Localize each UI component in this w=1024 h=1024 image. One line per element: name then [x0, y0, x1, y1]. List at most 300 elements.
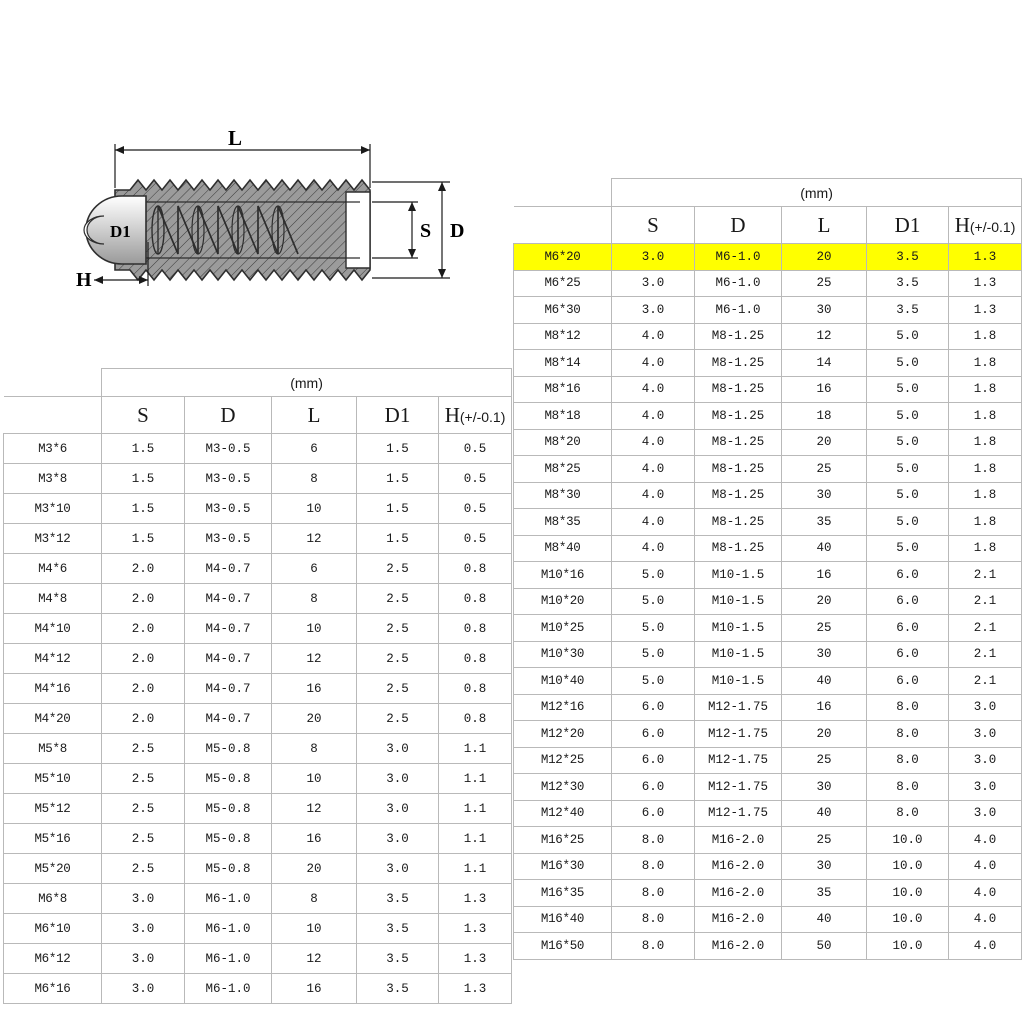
- table-row[interactable]: [514, 482, 1022, 509]
- cell-l: 10: [272, 494, 357, 524]
- cell-l: 20: [272, 854, 357, 884]
- cell-d1: 5.0: [867, 429, 949, 456]
- cell-d1: 6.0: [867, 615, 949, 642]
- cell-d1: 5.0: [867, 509, 949, 536]
- cell-d1: 3.0: [357, 764, 439, 794]
- cell-l: 25: [782, 615, 867, 642]
- cell-d: M5-0.8: [185, 854, 272, 884]
- table-row[interactable]: [514, 906, 1022, 933]
- cell-s: 4.0: [612, 429, 695, 456]
- cell-d: M8-1.25: [695, 376, 782, 403]
- cell-h: 1.8: [949, 429, 1022, 456]
- cell-size-code: M8*12: [514, 323, 612, 350]
- table-row[interactable]: [514, 403, 1022, 430]
- table-row[interactable]: [4, 824, 512, 854]
- cell-size-code: M4*20: [4, 704, 102, 734]
- cell-size-code: M8*18: [514, 403, 612, 430]
- cell-size-code: M6*8: [4, 884, 102, 914]
- table-row[interactable]: [4, 884, 512, 914]
- cell-l: 35: [782, 880, 867, 907]
- cell-d1: 10.0: [867, 853, 949, 880]
- cell-h: 2.1: [949, 588, 1022, 615]
- cell-d: M12-1.75: [695, 747, 782, 774]
- cell-h: 1.3: [439, 914, 512, 944]
- table-row[interactable]: [514, 456, 1022, 483]
- table-corner-cell-2: [514, 207, 612, 244]
- cell-s: 8.0: [612, 827, 695, 854]
- cell-h: 1.3: [949, 270, 1022, 297]
- cell-s: 5.0: [612, 588, 695, 615]
- cell-l: 8: [272, 584, 357, 614]
- cell-s: 3.0: [102, 974, 185, 1004]
- column-header-l: L: [782, 207, 867, 244]
- table-row[interactable]: [514, 535, 1022, 562]
- cell-d: M3-0.5: [185, 464, 272, 494]
- cell-l: 16: [782, 376, 867, 403]
- cell-d1: 6.0: [867, 562, 949, 589]
- cell-d: M12-1.75: [695, 774, 782, 801]
- cell-h: 0.8: [439, 584, 512, 614]
- dimension-D: [372, 182, 450, 278]
- cell-h: 1.8: [949, 456, 1022, 483]
- cell-s: 1.5: [102, 434, 185, 464]
- cell-s: 2.5: [102, 764, 185, 794]
- cell-s: 3.0: [612, 297, 695, 324]
- cell-l: 12: [272, 944, 357, 974]
- column-header-d1: D1: [867, 207, 949, 244]
- cell-size-code: M8*16: [514, 376, 612, 403]
- cell-l: 6: [272, 554, 357, 584]
- cell-h: 2.1: [949, 668, 1022, 695]
- cell-d: M16-2.0: [695, 853, 782, 880]
- table-row[interactable]: [4, 914, 512, 944]
- table-row[interactable]: [514, 827, 1022, 854]
- cell-s: 2.0: [102, 704, 185, 734]
- cell-h: 1.1: [439, 764, 512, 794]
- table-row[interactable]: [4, 944, 512, 974]
- cell-l: 30: [782, 853, 867, 880]
- cell-s: 8.0: [612, 853, 695, 880]
- table-row[interactable]: [514, 800, 1022, 827]
- cell-s: 4.0: [612, 509, 695, 536]
- cell-h: 0.8: [439, 644, 512, 674]
- cell-l: 25: [782, 827, 867, 854]
- cell-size-code: M12*16: [514, 694, 612, 721]
- table-row[interactable]: [4, 434, 512, 464]
- cell-d1: 2.5: [357, 554, 439, 584]
- cell-s: 5.0: [612, 562, 695, 589]
- cell-h: 4.0: [949, 880, 1022, 907]
- cell-d: M10-1.5: [695, 615, 782, 642]
- cell-l: 35: [782, 509, 867, 536]
- unit-header: (mm): [102, 369, 512, 397]
- cell-d1: 3.0: [357, 794, 439, 824]
- cell-d: M4-0.7: [185, 614, 272, 644]
- cell-d: M8-1.25: [695, 482, 782, 509]
- cell-h: 1.3: [439, 944, 512, 974]
- cell-size-code: M12*40: [514, 800, 612, 827]
- cell-l: 40: [782, 906, 867, 933]
- cell-d1: 6.0: [867, 641, 949, 668]
- cell-size-code: M6*12: [4, 944, 102, 974]
- cell-l: 6: [272, 434, 357, 464]
- cell-size-code: M8*35: [514, 509, 612, 536]
- cell-l: 10: [272, 614, 357, 644]
- table-row[interactable]: [4, 614, 512, 644]
- cell-h: 2.1: [949, 641, 1022, 668]
- table-corner-cell: [4, 369, 102, 397]
- cell-s: 3.0: [102, 914, 185, 944]
- cell-size-code: M3*10: [4, 494, 102, 524]
- table-row[interactable]: [514, 933, 1022, 960]
- table-row[interactable]: [514, 588, 1022, 615]
- cell-size-code: M16*25: [514, 827, 612, 854]
- cell-h: 4.0: [949, 827, 1022, 854]
- table-row[interactable]: [4, 734, 512, 764]
- table-row[interactable]: [4, 464, 512, 494]
- cell-s: 6.0: [612, 747, 695, 774]
- cell-d: M5-0.8: [185, 794, 272, 824]
- cell-d: M6-1.0: [695, 270, 782, 297]
- cell-d1: 10.0: [867, 906, 949, 933]
- column-header-h-tolerance: (+/-0.1): [969, 218, 1016, 235]
- table-row[interactable]: [4, 554, 512, 584]
- cell-d1: 5.0: [867, 456, 949, 483]
- cell-d1: 2.5: [357, 584, 439, 614]
- table-row[interactable]: [514, 350, 1022, 377]
- cell-size-code: M6*20: [514, 244, 612, 271]
- cell-d: M10-1.5: [695, 668, 782, 695]
- cell-l: 12: [272, 524, 357, 554]
- cell-d: M10-1.5: [695, 588, 782, 615]
- cell-l: 12: [272, 644, 357, 674]
- cell-size-code: M12*30: [514, 774, 612, 801]
- cell-d: M12-1.75: [695, 694, 782, 721]
- cell-d: M8-1.25: [695, 350, 782, 377]
- cell-size-code: M3*8: [4, 464, 102, 494]
- table-row[interactable]: [514, 562, 1022, 589]
- cell-l: 12: [782, 323, 867, 350]
- cell-h: 0.8: [439, 674, 512, 704]
- cell-d: M6-1.0: [185, 944, 272, 974]
- cell-size-code: M5*16: [4, 824, 102, 854]
- column-header-h: [949, 207, 1022, 244]
- table-row[interactable]: [4, 794, 512, 824]
- cell-l: 8: [272, 464, 357, 494]
- table-row[interactable]: [4, 584, 512, 614]
- cell-size-code: M8*30: [514, 482, 612, 509]
- cell-l: 10: [272, 914, 357, 944]
- column-header-h: [439, 397, 512, 434]
- cell-s: 6.0: [612, 721, 695, 748]
- label-H: H: [76, 269, 92, 291]
- cell-h: 1.1: [439, 734, 512, 764]
- cell-s: 8.0: [612, 933, 695, 960]
- cell-h: 1.8: [949, 403, 1022, 430]
- cell-h: 4.0: [949, 853, 1022, 880]
- cell-l: 30: [782, 774, 867, 801]
- column-header-d: D: [695, 207, 782, 244]
- spec-table-left: [3, 368, 512, 1004]
- table-row[interactable]: [514, 323, 1022, 350]
- table-row[interactable]: [514, 297, 1022, 324]
- cell-h: 4.0: [949, 906, 1022, 933]
- table-row[interactable]: [514, 694, 1022, 721]
- cell-d: M5-0.8: [185, 734, 272, 764]
- table-corner-cell-2: [4, 397, 102, 434]
- cell-d: M12-1.75: [695, 721, 782, 748]
- cell-l: 16: [782, 694, 867, 721]
- cell-d: M5-0.8: [185, 764, 272, 794]
- column-header-d: D: [185, 397, 272, 434]
- cell-l: 20: [782, 429, 867, 456]
- cell-size-code: M3*12: [4, 524, 102, 554]
- cell-d1: 3.5: [357, 944, 439, 974]
- cell-size-code: M8*20: [514, 429, 612, 456]
- cell-size-code: M6*10: [4, 914, 102, 944]
- table-row[interactable]: [514, 747, 1022, 774]
- cell-d1: 5.0: [867, 376, 949, 403]
- column-header-h-letter: H: [444, 402, 460, 427]
- cell-d: M6-1.0: [185, 884, 272, 914]
- cell-l: 10: [272, 764, 357, 794]
- cell-d: M16-2.0: [695, 827, 782, 854]
- cell-d1: 3.0: [357, 824, 439, 854]
- cell-h: 1.3: [949, 244, 1022, 271]
- cell-d: M6-1.0: [185, 914, 272, 944]
- cell-d1: 2.5: [357, 704, 439, 734]
- label-L: L: [227, 130, 243, 150]
- table-row[interactable]: [4, 854, 512, 884]
- cell-l: 30: [782, 641, 867, 668]
- cell-size-code: M6*16: [4, 974, 102, 1004]
- table-row[interactable]: [4, 494, 512, 524]
- column-header-l: L: [272, 397, 357, 434]
- cell-size-code: M10*30: [514, 641, 612, 668]
- cell-h: 3.0: [949, 774, 1022, 801]
- cell-l: 20: [272, 704, 357, 734]
- cell-h: 1.8: [949, 509, 1022, 536]
- cell-l: 25: [782, 456, 867, 483]
- unit-header: (mm): [612, 179, 1022, 207]
- cell-d: M8-1.25: [695, 535, 782, 562]
- spec-table-left-body: [4, 434, 512, 1004]
- table-row[interactable]: [4, 524, 512, 554]
- cell-size-code: M10*25: [514, 615, 612, 642]
- cell-d1: 5.0: [867, 350, 949, 377]
- cell-s: 4.0: [612, 482, 695, 509]
- cell-d: M6-1.0: [695, 244, 782, 271]
- cell-d: M10-1.5: [695, 641, 782, 668]
- cell-h: 3.0: [949, 694, 1022, 721]
- cell-d: M8-1.25: [695, 456, 782, 483]
- cell-s: 6.0: [612, 694, 695, 721]
- cell-size-code: M6*25: [514, 270, 612, 297]
- cell-l: 40: [782, 668, 867, 695]
- table-row[interactable]: [514, 429, 1022, 456]
- cell-size-code: M10*16: [514, 562, 612, 589]
- spec-table-right-container: [513, 178, 1021, 960]
- cell-s: 2.5: [102, 854, 185, 884]
- cell-d1: 10.0: [867, 827, 949, 854]
- cell-size-code: M5*12: [4, 794, 102, 824]
- cell-h: 0.8: [439, 704, 512, 734]
- cell-d: M6-1.0: [695, 297, 782, 324]
- cell-s: 2.0: [102, 644, 185, 674]
- cell-d: M6-1.0: [185, 974, 272, 1004]
- cell-d1: 1.5: [357, 494, 439, 524]
- cell-d1: 5.0: [867, 403, 949, 430]
- cell-size-code: M5*8: [4, 734, 102, 764]
- cell-s: 2.0: [102, 584, 185, 614]
- table-row[interactable]: [514, 615, 1022, 642]
- cell-l: 25: [782, 270, 867, 297]
- cell-l: 40: [782, 535, 867, 562]
- table-row[interactable]: [4, 764, 512, 794]
- cell-l: 14: [782, 350, 867, 377]
- cell-d1: 3.5: [867, 270, 949, 297]
- column-header-d1: D1: [357, 397, 439, 434]
- cell-size-code: M8*14: [514, 350, 612, 377]
- cell-s: 6.0: [612, 774, 695, 801]
- cell-s: 4.0: [612, 456, 695, 483]
- label-D1: D1: [110, 222, 131, 241]
- cell-d1: 2.5: [357, 644, 439, 674]
- label-D: D: [450, 220, 465, 242]
- column-header-s: S: [612, 207, 695, 244]
- cell-d: M5-0.8: [185, 824, 272, 854]
- cell-s: 4.0: [612, 323, 695, 350]
- cell-s: 2.5: [102, 824, 185, 854]
- cell-l: 30: [782, 297, 867, 324]
- cell-d: M8-1.25: [695, 429, 782, 456]
- cell-l: 16: [782, 562, 867, 589]
- label-S: S: [420, 220, 432, 242]
- table-row[interactable]: [4, 704, 512, 734]
- cell-s: 2.0: [102, 614, 185, 644]
- cell-d: M16-2.0: [695, 880, 782, 907]
- table-row[interactable]: [4, 674, 512, 704]
- cell-s: 2.5: [102, 794, 185, 824]
- cell-h: 1.3: [439, 974, 512, 1004]
- cell-s: 2.5: [102, 734, 185, 764]
- cell-l: 16: [272, 674, 357, 704]
- cell-s: 5.0: [612, 668, 695, 695]
- cell-size-code: M16*30: [514, 853, 612, 880]
- table-row[interactable]: [514, 244, 1022, 271]
- table-row[interactable]: [514, 509, 1022, 536]
- cell-d: M16-2.0: [695, 906, 782, 933]
- cell-h: 3.0: [949, 721, 1022, 748]
- cell-l: 8: [272, 884, 357, 914]
- spec-table-right-body: [514, 244, 1022, 960]
- cell-h: 1.1: [439, 794, 512, 824]
- table-row[interactable]: [514, 774, 1022, 801]
- cell-d1: 3.5: [867, 297, 949, 324]
- cell-h: 1.8: [949, 323, 1022, 350]
- cell-d1: 6.0: [867, 588, 949, 615]
- cell-size-code: M4*6: [4, 554, 102, 584]
- cell-d1: 1.5: [357, 434, 439, 464]
- cell-d: M10-1.5: [695, 562, 782, 589]
- cell-h: 1.3: [439, 884, 512, 914]
- table-row[interactable]: [514, 668, 1022, 695]
- cell-l: 16: [272, 824, 357, 854]
- cell-s: 2.0: [102, 554, 185, 584]
- cell-d: M4-0.7: [185, 644, 272, 674]
- cell-s: 4.0: [612, 535, 695, 562]
- cell-d: M12-1.75: [695, 800, 782, 827]
- cell-d1: 8.0: [867, 800, 949, 827]
- cell-d1: 3.0: [357, 734, 439, 764]
- cell-s: 4.0: [612, 376, 695, 403]
- table-row[interactable]: [514, 641, 1022, 668]
- cell-s: 1.5: [102, 524, 185, 554]
- cell-h: 3.0: [949, 747, 1022, 774]
- cell-d1: 5.0: [867, 323, 949, 350]
- cell-d1: 8.0: [867, 721, 949, 748]
- cell-h: 4.0: [949, 933, 1022, 960]
- cell-l: 16: [272, 974, 357, 1004]
- cell-l: 30: [782, 482, 867, 509]
- table-row[interactable]: [514, 376, 1022, 403]
- cell-s: 4.0: [612, 403, 695, 430]
- cell-size-code: M4*8: [4, 584, 102, 614]
- cell-d1: 3.0: [357, 854, 439, 884]
- cell-d: M8-1.25: [695, 323, 782, 350]
- cell-l: 40: [782, 800, 867, 827]
- cell-s: 4.0: [612, 350, 695, 377]
- cell-d: M8-1.25: [695, 403, 782, 430]
- cell-d1: 8.0: [867, 694, 949, 721]
- table-row[interactable]: [4, 974, 512, 1004]
- column-header-s: S: [102, 397, 185, 434]
- spec-table-left-container: [3, 368, 511, 1004]
- cell-h: 2.1: [949, 615, 1022, 642]
- cell-size-code: M4*16: [4, 674, 102, 704]
- cell-d1: 10.0: [867, 933, 949, 960]
- cell-d: M4-0.7: [185, 704, 272, 734]
- cell-d1: 3.5: [357, 974, 439, 1004]
- cell-h: 1.8: [949, 350, 1022, 377]
- dimension-S: [372, 202, 418, 258]
- table-row[interactable]: [514, 721, 1022, 748]
- cell-s: 2.0: [102, 674, 185, 704]
- cell-l: 25: [782, 747, 867, 774]
- cell-h: 0.8: [439, 614, 512, 644]
- cell-s: 6.0: [612, 800, 695, 827]
- cell-d1: 6.0: [867, 668, 949, 695]
- table-row[interactable]: [4, 644, 512, 674]
- cell-l: 20: [782, 721, 867, 748]
- cell-d: M4-0.7: [185, 584, 272, 614]
- cell-h: 1.8: [949, 376, 1022, 403]
- cell-d1: 2.5: [357, 674, 439, 704]
- cell-size-code: M16*35: [514, 880, 612, 907]
- table-row[interactable]: [514, 270, 1022, 297]
- cell-h: 2.1: [949, 562, 1022, 589]
- cell-d1: 8.0: [867, 747, 949, 774]
- column-header-h-tolerance: (+/-0.1): [459, 408, 506, 425]
- cell-s: 8.0: [612, 906, 695, 933]
- table-row[interactable]: [514, 853, 1022, 880]
- cell-h: 3.0: [949, 800, 1022, 827]
- cell-size-code: M4*12: [4, 644, 102, 674]
- cell-s: 3.0: [612, 270, 695, 297]
- plunger-body: [115, 180, 370, 280]
- table-row[interactable]: [514, 880, 1022, 907]
- cell-d: M3-0.5: [185, 434, 272, 464]
